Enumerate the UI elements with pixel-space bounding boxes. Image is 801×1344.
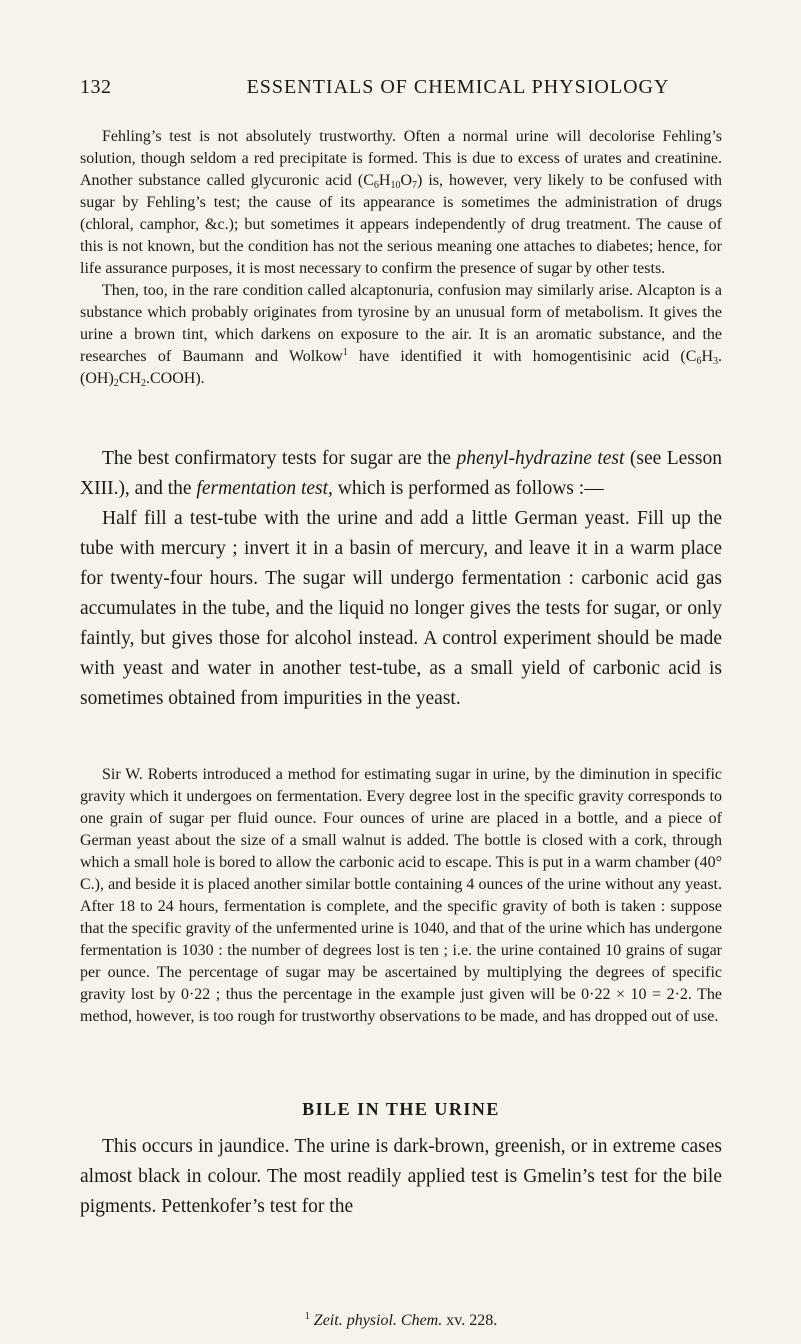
footnote-reference[interactable]: 1 — [342, 347, 348, 358]
term-fermentation-test: fermentation test, — [196, 478, 333, 499]
paragraph-alcaptonuria: Then, too, in the rare condition called alcaptonuria, confusion may similarly arise. Alcapton is a substance which probably originates from tyrosine by an unusual form of metabolism. It gives the urine a brown tint, which darkens on exposure to the air. It is an aromatic substance, and the researches of Baumann and Wolkow$^1$ have identified it with homogentisinic acid $(C_6H_3.(OH)_2CH_2.COOH)$. — [80, 282, 722, 389]
paragraph-bile — [80, 1132, 722, 1222]
footnote-marker: 1 — [304, 1311, 310, 1322]
paragraph-text: This occurs in jaundice. The urine is dark-brown, greenish, or in extreme cases almost black in colour. The most readily applied test is Gmelin’s test for the bile pigments. Pettenkofer’s test for the — [80, 1136, 722, 1217]
footnote-citation: xv. 228. — [442, 1312, 498, 1329]
footnote-journal: Zeit. physiol. Chem. — [313, 1312, 443, 1329]
footnote — [80, 1312, 722, 1330]
paragraph-fehling — [80, 126, 722, 390]
paragraph-text: The best confirmatory tests for sugar are the phenyl-hydrazine test (see Lesson XIII.), and the fermentation test, which is performed as follows :— — [80, 448, 722, 499]
paragraph-roberts-method — [80, 764, 722, 1028]
paragraph-fermentation-procedure: Half fill a test-tube with the urine and add a little German yeast. Fill up the tube with mercury ; invert it in a basin of mercury, and leave it in a warm place for twenty-four hours. The sugar will undergo fermentation : carbonic acid gas accumulates in the tube, and the liquid no longer gives the tests for sugar, or only faintly, but gives those for alcohol instead. A control experiment should be made with yeast and water in another test-tube, as a small yield of carbonic acid is sometimes obtained from impurities in the yeast. — [80, 508, 722, 709]
section-heading: BILE IN THE URINE — [302, 1099, 500, 1119]
page-header — [80, 76, 716, 106]
paragraph-text: Sir W. Roberts introduced a method for estimating sugar in urine, by the diminution in specific gravity which it undergoes on fermentation. Every degree lost in the specific gravity corresponds to one grain of sugar per fluid ounce. Four ounces of urine are placed in a bottle, and a piece of German yeast about the size of a small walnut is added. The bottle is closed with a cork, through which a small hole is bored to allow the carbonic acid to escape. This is put in a warm chamber (40° C.), and beside it is placed another similar bottle containing 4 ounces of the urine without any yeast. After 18 to 24 hours, fermentation is complete, and the specific gravity of both is taken : suppose that the specific gravity of the unfermented urine is 1040, and that of the urine which has undergone fermentation is 1030 : the number of degrees lost is ten ; i.e. the urine contained 10 grains of sugar per ounce. The percentage of sugar may be ascertained by multiplying the degrees of specific gravity lost by 0·22 ; thus the percentage in the example just given will be 0·22 × 10 = 2·2. The method, however, is too rough for trustworthy observations to be made, and has dropped out of use. — [80, 766, 722, 1025]
paragraph-confirmatory-tests — [80, 444, 722, 714]
page-number: 132 — [80, 76, 112, 98]
running-title: ESSENTIALS OF CHEMICAL PHYSIOLOGY — [246, 76, 670, 98]
term-phenyl-hydrazine: phenyl-hydrazine test — [456, 448, 625, 469]
paragraph-text: Fehling’s test is not absolutely trustworthy. Often a normal urine will decolorise Fehling’s solution, though seldom a red precipitate is formed. This is due to excess of urates and creatinine. Another substance called glycuronic acid $(C_6H_{10}O_7)$ is, however, very likely to be confused with sugar by Fehling’s test; the cause of its appearance is sometimes the administration of drugs (chloral, camphor, &c.); but sometimes it appears independently of drug treatment. The cause of this is not known, but the condition has not the serious meaning one attaches to diabetes; hence, for life assurance purposes, it is most necessary to confirm the presence of sugar by other tests. — [80, 128, 723, 277]
